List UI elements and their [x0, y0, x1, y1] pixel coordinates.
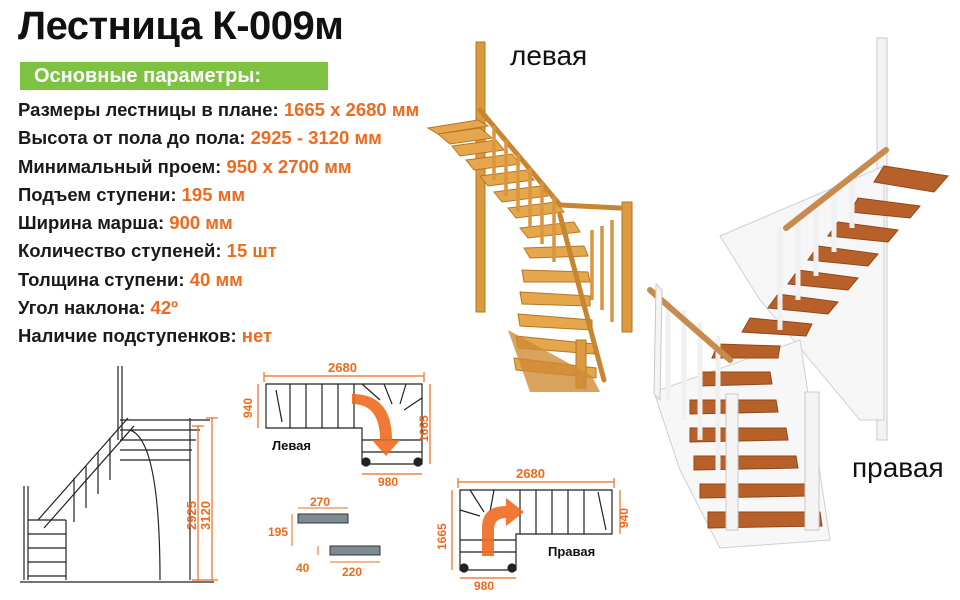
plan-left-bottom: 980 [378, 475, 399, 489]
variant-right-label: правая [852, 452, 944, 483]
side-elevation-drawing [20, 366, 218, 582]
plan-right-direction-arrow [482, 498, 524, 556]
param-slope-angle: Угол наклона: 42º [18, 297, 178, 319]
plan-left-march: 940 [241, 397, 255, 418]
plan-right-length: 2680 [516, 466, 545, 481]
page-title: Лестница К-009м [18, 4, 344, 48]
plan-right-march: 940 [617, 507, 631, 528]
plan-left-width: 1665 [417, 415, 431, 442]
plan-left-direction-arrow [352, 394, 400, 456]
param-march-width: Ширина марша: 900 мм [18, 212, 233, 234]
right-staircase-render [650, 38, 948, 548]
param-step-count: Количество ступеней: 15 шт [18, 240, 277, 262]
step-next-220: 220 [342, 565, 363, 579]
step-rise-195: 195 [268, 525, 289, 539]
param-risers: Наличие подступенков: нет [18, 325, 273, 347]
param-step-rise: Подъем ступени: 195 мм [18, 183, 246, 205]
param-min-opening: Минимальный проем: 950 х 2700 мм [18, 155, 352, 177]
plan-right-bottom: 980 [474, 579, 495, 593]
plan-left-length: 2680 [328, 360, 357, 375]
step-depth-270: 270 [310, 495, 331, 509]
param-plan-size: Размеры лестницы в плане: 1665 х 2680 мм [18, 99, 420, 120]
plan-left-label: Левая [272, 438, 311, 453]
side-height-2925: 2925 [184, 501, 199, 530]
params-header-badge: Основные параметры: [20, 62, 328, 90]
plan-left-drawing [258, 372, 430, 474]
variant-left-label: левая [510, 40, 588, 71]
param-floor-height: Высота от пола до пола: 2925 - 3120 мм [18, 127, 382, 149]
plan-right-drawing [452, 478, 620, 578]
step-detail-drawing [292, 508, 380, 562]
step-thickness-40: 40 [296, 561, 310, 575]
plan-right-width: 1665 [435, 523, 449, 550]
side-height-3120: 3120 [198, 501, 213, 530]
left-staircase-render [428, 42, 632, 392]
plan-right-label: Правая [548, 544, 596, 559]
param-step-thickness: Толщина ступени: 40 мм [18, 268, 243, 290]
